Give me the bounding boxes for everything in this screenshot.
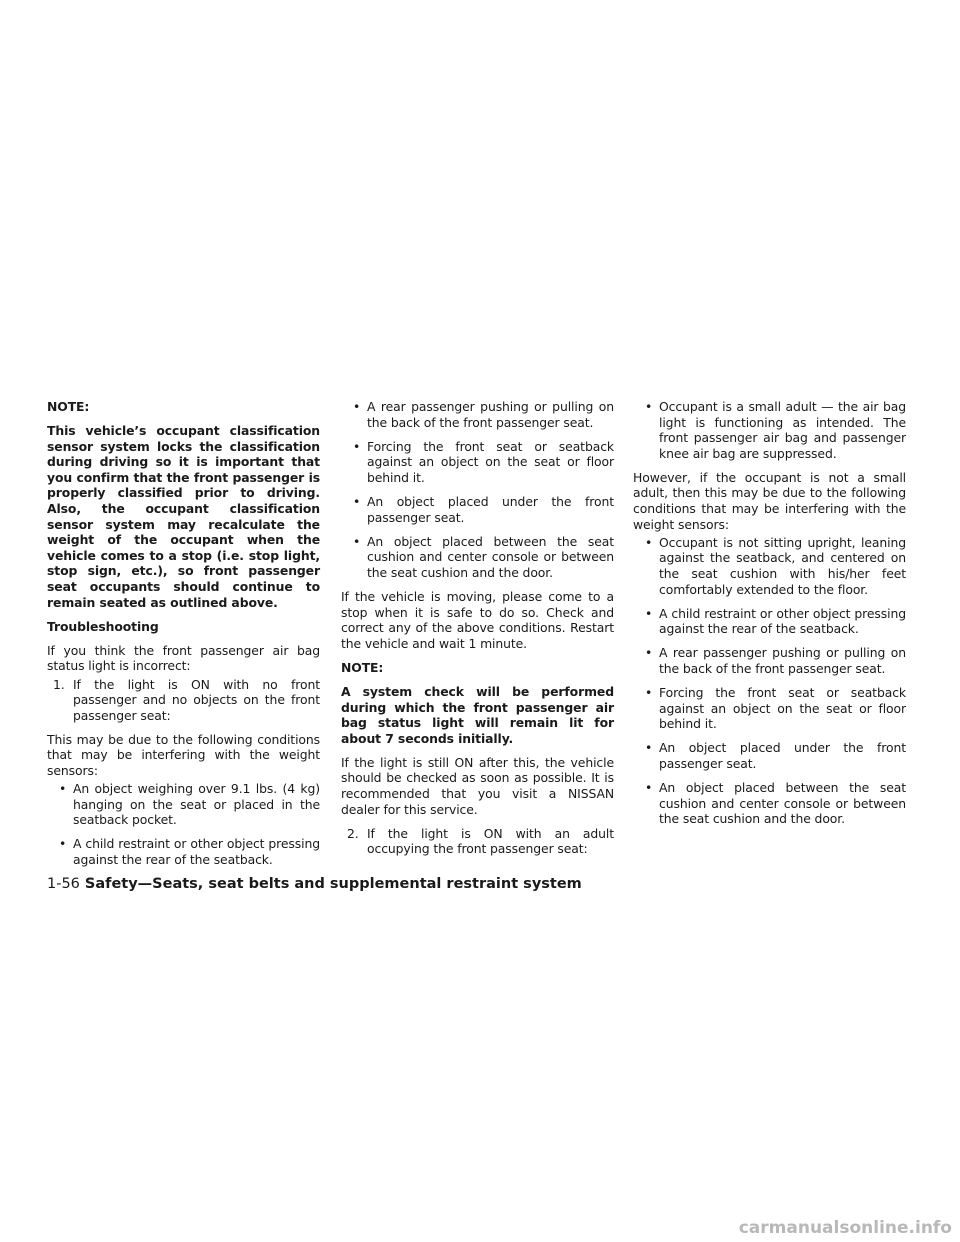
bullet-item <box>633 685 906 732</box>
bullet-item <box>47 781 320 828</box>
intro-paragraph: If you think the front passenger air bag status light is incorrect: <box>47 642 320 674</box>
note-label: NOTE: <box>341 659 384 675</box>
bullet-text: Forcing the front seat or seatback against an object on the seat or floor behind it. <box>367 438 614 485</box>
bullet-text: Occupant is a small adult — the air bag light is functioning as intended. The front passenger air bag and passenger knee air bag are suppressed. <box>659 399 906 461</box>
bullet-text: An object weighing over 9.1 lbs. (4 kg) hanging on the seat or placed in the seatback pocket. <box>73 781 320 828</box>
bullet-item <box>341 534 614 581</box>
bullet-marker: • <box>645 779 653 795</box>
bullet-text: Forcing the front seat or seatback against an object on the seat or floor behind it. <box>659 685 906 732</box>
bullet-text: An object placed under the front passenger seat. <box>659 740 906 771</box>
bullet-marker: • <box>353 438 361 454</box>
bullet-marker: • <box>645 605 653 621</box>
numbered-item-text: If the light is ON with an adult occupying the front passenger seat: <box>367 825 614 857</box>
watermark: carmanualsonline.info <box>738 1218 952 1238</box>
section-heading: Troubleshooting <box>47 618 159 634</box>
note-label: NOTE: <box>47 399 90 414</box>
section-title: Safety—Seats, seat belts and supplemental restraint system <box>84 876 582 892</box>
bullet-marker: • <box>59 836 67 852</box>
bullet-text: Occupant is not sitting upright, leaning against the seatback, and centered on the seat cushion with his/her feet comfortably extended to the floor. <box>659 534 906 597</box>
bullet-item <box>633 740 906 771</box>
bullet-marker: • <box>645 740 653 756</box>
bullet-marker: • <box>353 493 361 509</box>
number-marker: 1. <box>53 676 65 692</box>
bullet-text: An object placed between the seat cushion and center console or between the seat cushion and the door. <box>367 533 614 580</box>
column-2 <box>341 399 614 865</box>
bullet-marker: • <box>645 685 653 700</box>
bullet-item <box>633 606 906 637</box>
moving-vehicle-paragraph: If the vehicle is moving, please come to a stop when it is safe to do so. Check and correct any of the above conditions. Restart the vehicle and wait 1 minute. <box>341 588 614 651</box>
bullet-marker: • <box>645 534 653 550</box>
column-1 <box>47 399 320 876</box>
bullet-text: A rear passenger pushing or pulling on the back of the front passenger seat. <box>367 399 614 430</box>
bullet-text: A rear passenger pushing or pulling on the back of the front passenger seat. <box>659 645 906 676</box>
bullet-marker: • <box>353 399 361 414</box>
note-text: A system check will be performed during which the front passenger air bag status light will remain lit for about 7 seconds initially. <box>341 683 614 746</box>
bullet-item <box>341 399 614 430</box>
bullet-marker: • <box>645 645 653 661</box>
dealer-paragraph: If the light is still ON after this, the vehicle should be checked as soon as possible. It is recommended that you visit a NISSAN dealer for this service. <box>341 754 614 817</box>
bullet-marker: • <box>645 399 653 414</box>
bullet-text: A child restraint or other object pressing against the rear of the seatback. <box>659 605 906 637</box>
page-footer <box>47 875 647 893</box>
number-marker: 2. <box>347 825 359 841</box>
bullet-item <box>341 439 614 486</box>
bullet-item <box>341 494 614 525</box>
bullet-item <box>633 399 906 461</box>
numbered-item-1 <box>47 677 320 724</box>
bullet-item <box>633 645 906 676</box>
column-3 <box>633 399 906 835</box>
numbered-item-text: If the light is ON with no front passenger and no objects on the front passenger seat: <box>73 676 320 723</box>
small-adult-paragraph: However, if the occupant is not a small adult, then this may be due to the following conditions that may be interfering with the weight sensors: <box>633 469 906 532</box>
cause-intro-paragraph: This may be due to the following conditions that may be interfering with the weight sensors: <box>47 731 320 778</box>
bullet-text: A child restraint or other object pressing against the rear of the seatback. <box>73 836 320 867</box>
bullet-text: An object placed under the front passenger seat. <box>367 493 614 525</box>
page-number: 1-56 <box>47 876 80 892</box>
bullet-item <box>47 836 320 867</box>
bullet-item <box>633 780 906 827</box>
note-text: This vehicle’s occupant classification sensor system locks the classification during driving so it is important that you confirm that the front passenger is properly classified prior to driving. Also, the occupant classification sensor system may recalculate the weight of the occupant when the vehicle comes to a stop (i.e. stop light, stop sign, etc.), so front passenger seat occupants should continue to remain seated as outlined above. <box>47 423 320 610</box>
numbered-item-2 <box>341 826 614 857</box>
bullet-marker: • <box>59 781 67 797</box>
bullet-item <box>633 535 906 597</box>
bullet-marker: • <box>353 533 361 549</box>
bullet-text: An object placed between the seat cushion and center console or between the seat cushion and the door. <box>659 779 906 827</box>
